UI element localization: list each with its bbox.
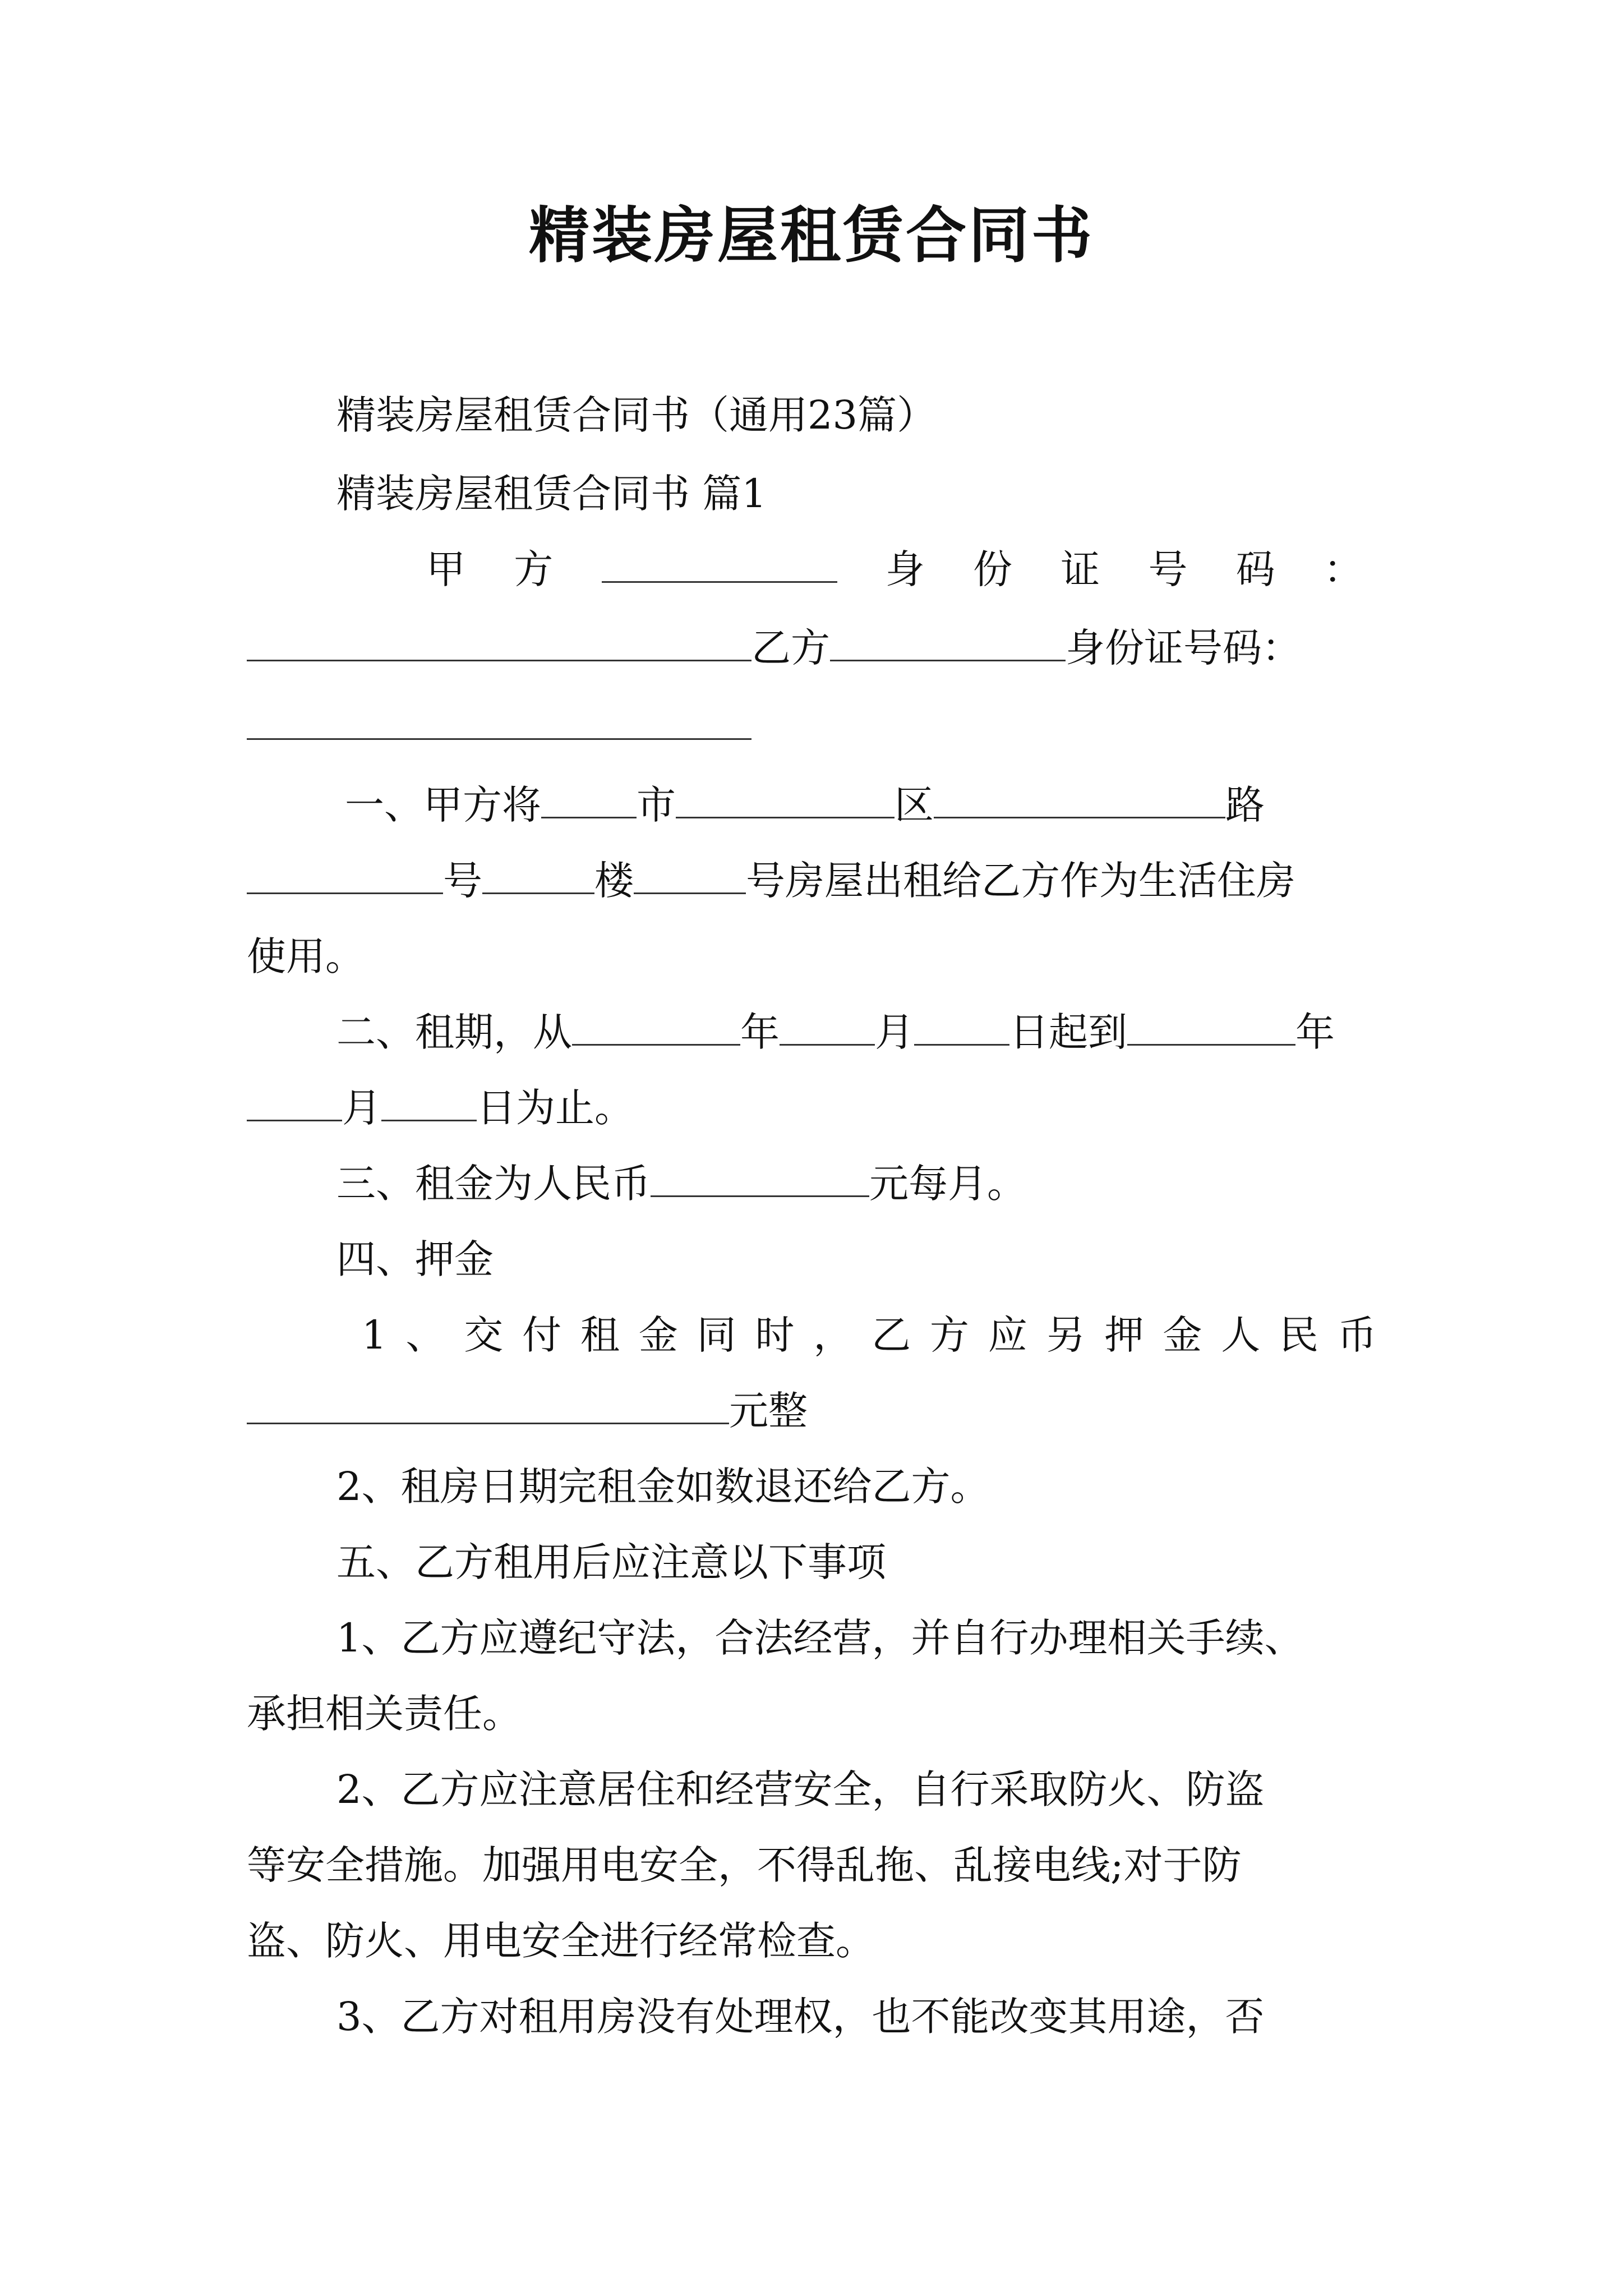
party-a-char: 方 [514, 546, 554, 592]
clause-3-end: 元每月。 [869, 1161, 1026, 1207]
char: 同 [697, 1312, 736, 1358]
clause-5: 五、乙方租用后应注意以下事项 [336, 1539, 886, 1585]
clause-5-2-line-3: 盗、防火、用电安全进行经常检查。 [247, 1918, 875, 1964]
clause-1-tail: 号房屋出租给乙方作为生活住房 [746, 858, 1295, 904]
end-month-blank [247, 1084, 342, 1121]
char: 押 [1104, 1312, 1144, 1358]
building-label: 楼 [594, 858, 634, 904]
day-from-label: 日起到 [1009, 1009, 1127, 1055]
party-a-char: 甲 [426, 546, 465, 592]
id-label-char: 证 [1061, 546, 1100, 592]
rent-blank [651, 1160, 869, 1197]
char: 时 [755, 1312, 795, 1358]
party-a-id-blank [247, 624, 751, 661]
subtitle: 精装房屋租赁合同书（通用23篇） [336, 392, 937, 438]
clause-3-prefix: 三、租金为人民币 [336, 1161, 651, 1207]
city-blank [541, 781, 637, 818]
id-label-char: 码 [1235, 546, 1275, 592]
clause-5-2-line-1: 2、乙方应注意居住和经营安全，自行采取防火、防盗 [336, 1766, 1265, 1812]
char: 民 [1279, 1312, 1319, 1358]
clause-4-1-line-2 [247, 1383, 1391, 1439]
end-day-blank [381, 1084, 477, 1121]
document-title: 精装房屋租赁合同书 [528, 200, 1094, 271]
clause-2-line-1 [336, 1004, 1391, 1060]
char: 交 [464, 1312, 504, 1358]
party-a-line [426, 541, 1363, 597]
id-label-char: 份 [973, 546, 1012, 592]
clause-3 [336, 1156, 1391, 1212]
id-label-char: 身 [885, 546, 925, 592]
id-label: 身份证号码： [1066, 625, 1301, 671]
building-blank [482, 857, 594, 894]
clause-1-prefix: 一、甲方将 [345, 782, 541, 828]
city-label: 市 [637, 782, 676, 828]
clause-2-line-2 [247, 1080, 1391, 1136]
clause-4-2: 2、租房日期完租金如数退还给乙方。 [336, 1464, 990, 1510]
party-b-name-blank [830, 624, 1066, 661]
month-label-2: 月 [342, 1085, 381, 1131]
room-blank [634, 857, 746, 894]
month-label: 月 [875, 1009, 914, 1055]
clause-4-1-line-1 [362, 1307, 1377, 1363]
road-label: 路 [1225, 782, 1265, 828]
clause-2-end: 日为止。 [477, 1085, 634, 1131]
start-day-blank [914, 1009, 1009, 1046]
clause-2-prefix: 二、租期，从 [336, 1009, 572, 1055]
number-label: 号 [443, 858, 482, 904]
char: 乙 [872, 1312, 911, 1358]
clause-1-line-1 [345, 777, 1399, 833]
id-label-char: 号 [1148, 546, 1188, 592]
party-b-id-line [247, 698, 1391, 754]
clause-5-1-line-1: 1、乙方应遵纪守法，合法经营，并自行办理相关手续、 [336, 1615, 1304, 1661]
party-a-name-blank [602, 546, 837, 583]
number-blank [247, 857, 443, 894]
clause-5-1-line-2: 承担相关责任。 [247, 1691, 522, 1737]
clause-5-3-line-1: 3、乙方对租用房没有处理权，也不能改变其用途，否 [336, 1994, 1265, 2040]
district-label: 区 [895, 782, 934, 828]
char: 方 [929, 1312, 969, 1358]
year-label: 年 [740, 1009, 780, 1055]
char: 人 [1221, 1312, 1261, 1358]
clause-5-2-line-2: 等安全措施。加强用电安全，不得乱拖、乱接电线;对于防 [247, 1842, 1242, 1888]
id-label-char: ： [1324, 546, 1363, 592]
party-b-id-blank [247, 703, 751, 740]
clause-4: 四、押金 [336, 1236, 494, 1282]
year-label-2: 年 [1295, 1009, 1335, 1055]
char: 另 [1046, 1312, 1086, 1358]
clause-1-line-2 [247, 853, 1391, 909]
section-heading: 精装房屋租赁合同书 篇1 [336, 471, 767, 517]
char: ， [813, 1312, 853, 1358]
district-blank [676, 781, 895, 818]
char: 租 [580, 1312, 620, 1358]
party-b-label: 乙方 [751, 625, 830, 671]
char: 付 [522, 1312, 562, 1358]
deposit-blank [247, 1387, 729, 1424]
char: 应 [988, 1312, 1027, 1358]
clause-4-1-end: 元整 [729, 1388, 808, 1434]
char: 1 [362, 1312, 387, 1358]
char: 币 [1337, 1312, 1377, 1358]
char: 金 [638, 1312, 678, 1358]
start-month-blank [780, 1009, 875, 1046]
party-b-line [247, 620, 1391, 676]
char: 、 [405, 1312, 445, 1358]
road-blank [934, 781, 1225, 818]
clause-1-end: 使用。 [247, 933, 365, 979]
end-year-blank [1127, 1009, 1295, 1046]
char: 金 [1163, 1312, 1202, 1358]
start-year-blank [572, 1009, 740, 1046]
